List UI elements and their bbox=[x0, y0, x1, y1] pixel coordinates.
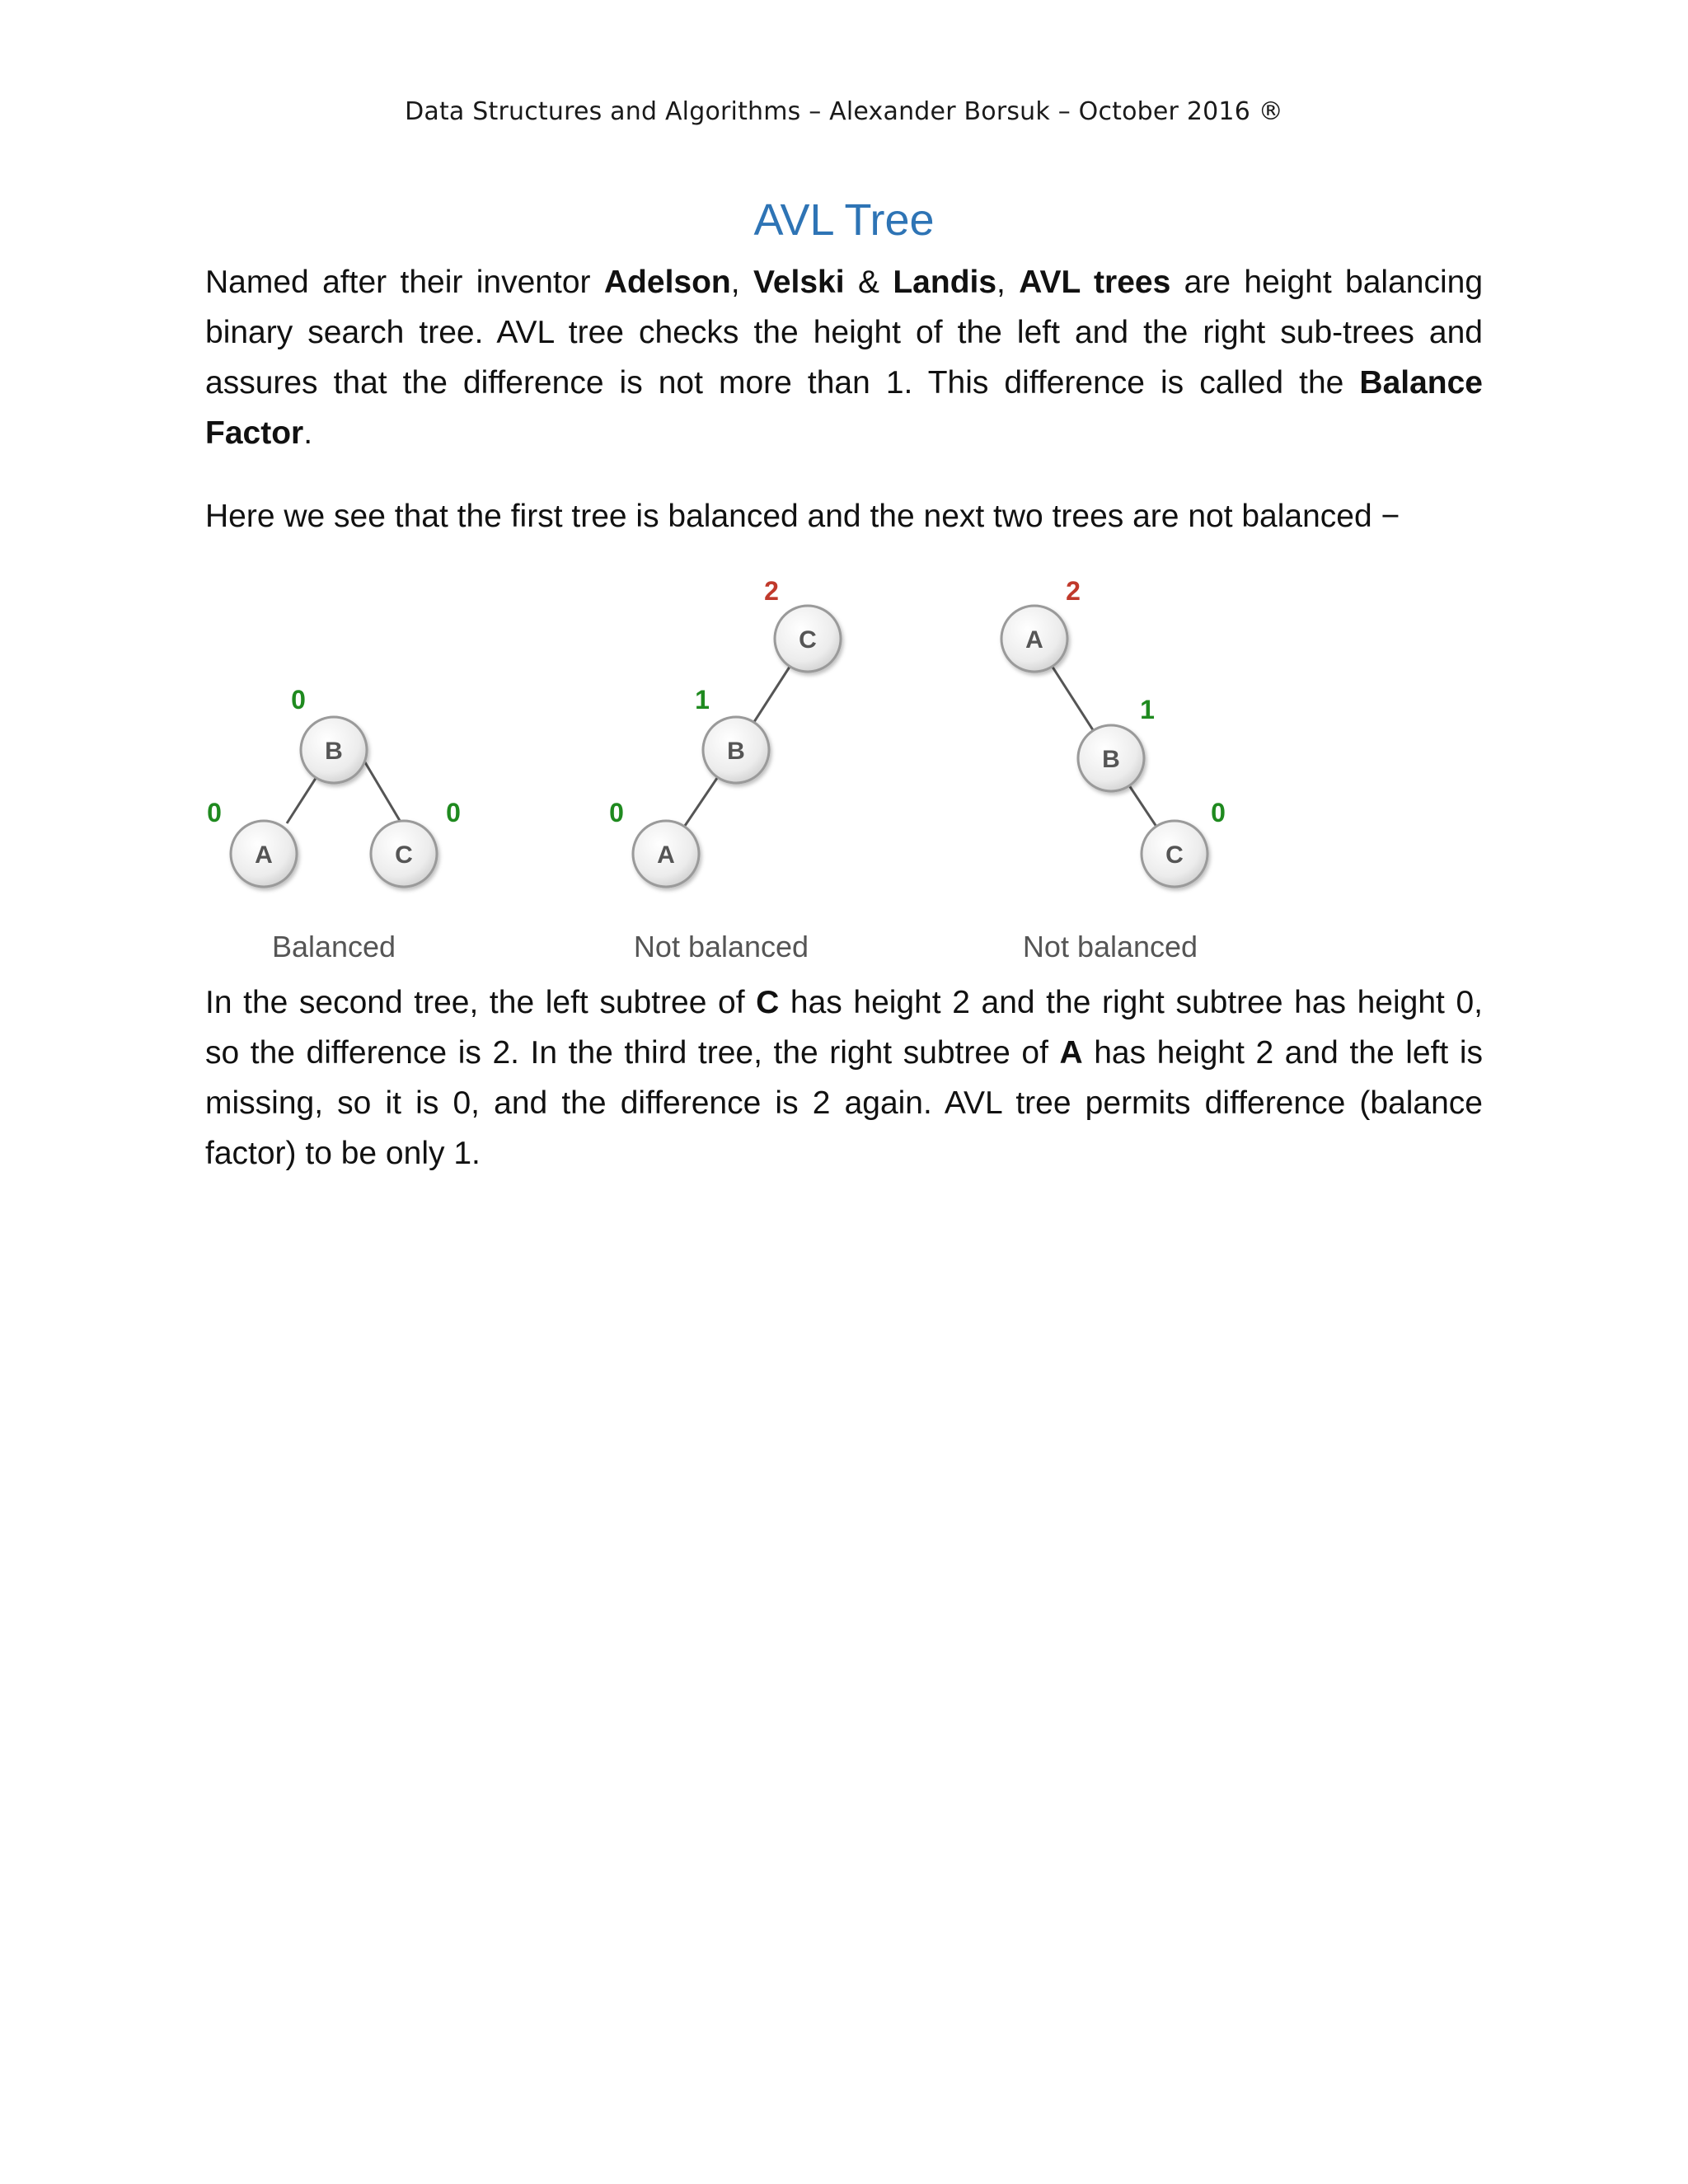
lead-paragraph: Here we see that the first tree is balanced and the next two trees are not balanced − bbox=[205, 499, 1400, 534]
explanation-paragraph bbox=[205, 977, 1483, 1179]
node-label: A bbox=[657, 841, 675, 869]
balance-factor: 0 bbox=[446, 798, 461, 827]
tree-node bbox=[1142, 821, 1207, 887]
intro-text-5: are height balancing binary search tree. AVL tree checks the height of the left and the right sub-trees and assures that the difference is not more than 1. This difference is called the bbox=[205, 265, 1484, 401]
term-balance-factor: Balance Factor bbox=[205, 365, 1483, 451]
intro-text-4: , bbox=[996, 265, 1020, 300]
tree-node bbox=[775, 606, 841, 672]
node-label: C bbox=[799, 626, 817, 654]
intro-text-2: , bbox=[730, 265, 753, 300]
page-title: AVL Tree bbox=[753, 195, 935, 245]
node-label: C bbox=[395, 841, 413, 869]
intro-text-1: Named after their inventor bbox=[205, 265, 604, 300]
balance-factor: 2 bbox=[764, 576, 779, 606]
tree-node bbox=[1001, 606, 1067, 672]
balance-factor: 2 bbox=[1066, 576, 1081, 606]
intro-paragraph bbox=[205, 257, 1483, 458]
intro-text-6: . bbox=[303, 415, 313, 451]
node-label: A bbox=[255, 841, 273, 869]
avl-trees-diagram bbox=[190, 567, 1261, 971]
node-label: B bbox=[1102, 746, 1120, 773]
tree-node bbox=[703, 717, 769, 783]
explain-text-3: has height 2 and the left is missing, so it is 0, and the difference is 2 again. AVL tree permits difference (balance factor) to be only 1. bbox=[205, 1035, 1483, 1171]
tree-caption: Not balanced bbox=[1022, 930, 1198, 963]
balance-factor: 0 bbox=[1211, 798, 1226, 827]
inventor-adelson: Adelson bbox=[603, 265, 731, 300]
node-c-ref: C bbox=[756, 985, 780, 1020]
term-avl-trees: AVL trees bbox=[1019, 265, 1171, 300]
tree-node bbox=[301, 717, 367, 783]
avl-trees-figure bbox=[190, 567, 1261, 971]
node-label: C bbox=[1165, 841, 1184, 869]
explain-text-1: In the second tree, the left subtree of bbox=[205, 985, 757, 1020]
node-label: B bbox=[325, 738, 343, 765]
tree-node bbox=[1078, 725, 1144, 791]
node-label: A bbox=[1025, 626, 1043, 654]
tree-balanced bbox=[207, 685, 461, 963]
node-a-ref: A bbox=[1059, 1035, 1083, 1071]
tree-caption: Not balanced bbox=[633, 930, 809, 963]
balance-factor: 0 bbox=[207, 798, 222, 827]
tree-caption: Balanced bbox=[271, 930, 396, 963]
balance-factor: 1 bbox=[1140, 695, 1155, 724]
tree-node bbox=[633, 821, 699, 887]
explain-text-2: has height 2 and the right subtree has height 0, so the difference is 2. In the third tree, the right subtree of bbox=[205, 985, 1483, 1071]
intro-text-3: & bbox=[844, 265, 893, 300]
node-label: B bbox=[727, 738, 745, 765]
balance-factor: 1 bbox=[695, 685, 710, 715]
tree-node bbox=[371, 821, 437, 887]
tree-node bbox=[231, 821, 297, 887]
page-header: Data Structures and Algorithms – Alexander Borsuk – October 2016 ® bbox=[405, 97, 1283, 126]
balance-factor: 0 bbox=[609, 798, 624, 827]
inventor-landis: Landis bbox=[893, 265, 997, 300]
balance-factor: 0 bbox=[291, 685, 306, 715]
tree-not-balanced-right bbox=[1001, 576, 1226, 963]
inventor-velski: Velski bbox=[753, 265, 845, 300]
tree-not-balanced-left bbox=[609, 576, 841, 963]
